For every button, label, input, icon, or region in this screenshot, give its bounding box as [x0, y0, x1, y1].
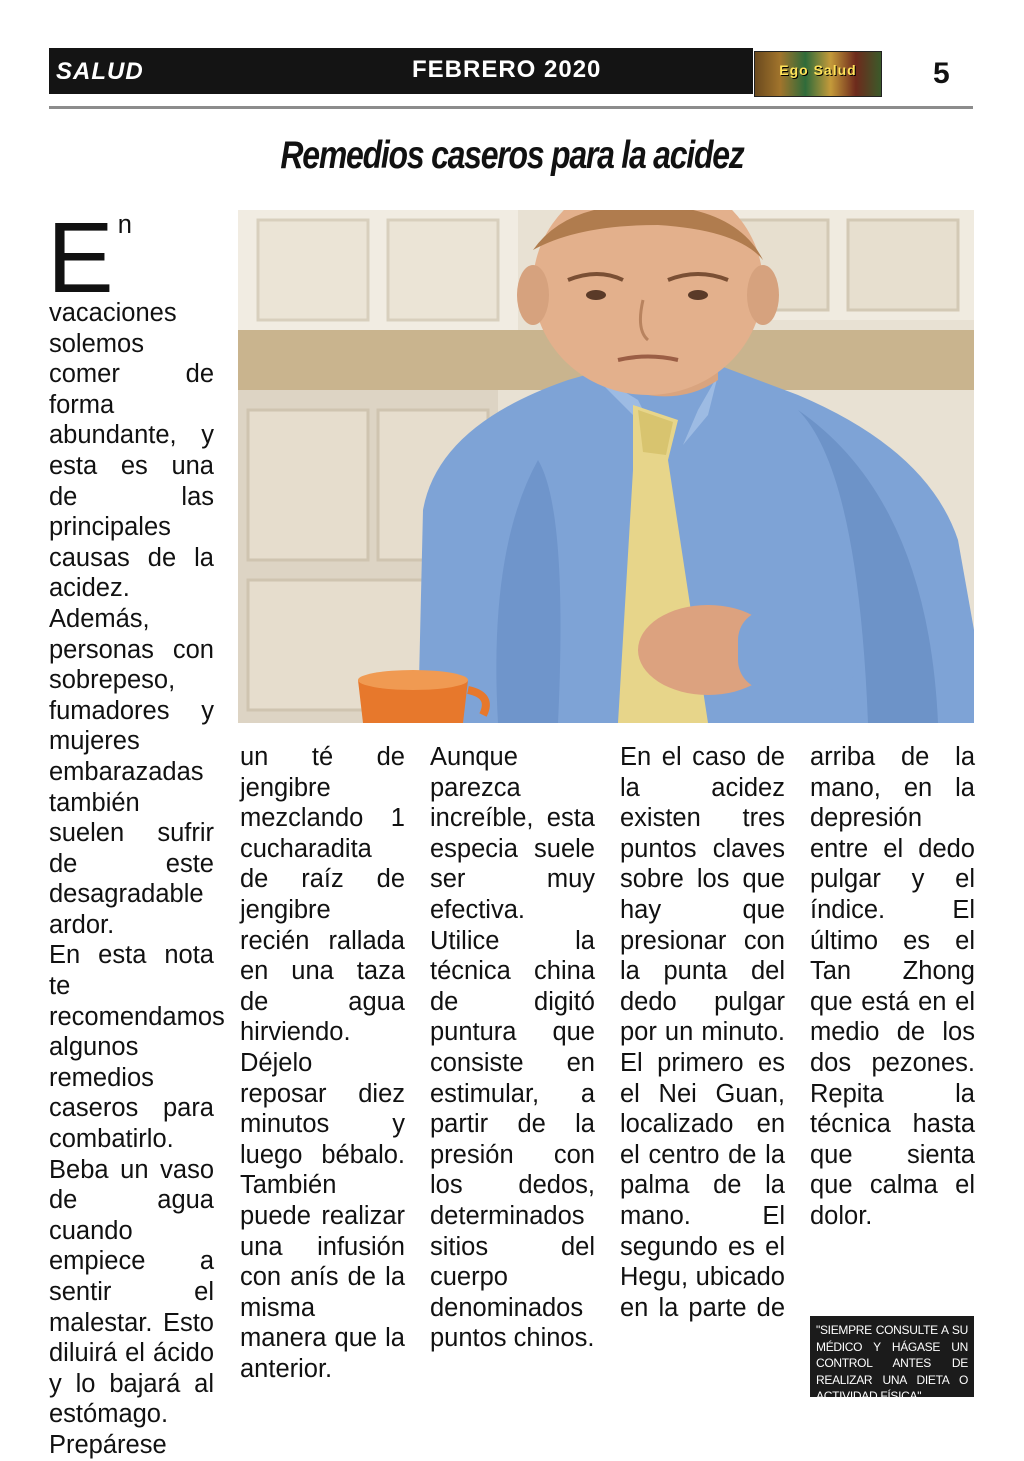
article-paragraph: Aunque parezca increíble, esta especia suele ser muy efectiva.	[430, 743, 595, 924]
drop-cap: E	[47, 202, 114, 314]
article-paragraph: un té de jengibre mezclando 1 cucharadita de raíz de jengibre recién rallada en una taza de agua hirviendo. Déjelo reposar diez minutos y luego bébalo. También puede realizar una infusión con anís de la misma manera que la anterior.	[240, 743, 405, 1383]
article-column-2	[240, 742, 405, 1384]
article-column-4	[620, 742, 785, 1323]
logo-text: Ego Salud	[779, 62, 857, 78]
article-column-3	[430, 742, 595, 1354]
section-label: SALUD	[56, 58, 144, 85]
article-column-5	[810, 742, 975, 1232]
article-paragraph: En el caso de la acidez existen tres puntos claves sobre los que hay que presionar con la punta del dedo pulgar por un minuto. El primero es el Nei Guan, localizado en el centro de la palma de la mano. El segundo es el Hegu, ubicado en la parte de	[620, 743, 785, 1322]
article-paragraph: En esta nota te recomendamos algunos remedios caseros para combatirlo. Beba un vaso de agua cuando empiece a sentir el malestar. Esto diluirá el ácido y lo bajará al estómago.	[49, 941, 225, 1429]
article-paragraph: Prepárese	[49, 1430, 167, 1459]
article-paragraph: Además, personas con sobrepeso, fumadores y mujeres embarazadas también suelen sufrir de este desagradable ardor.	[49, 604, 214, 939]
article-column-1	[47, 202, 225, 1461]
article-title: Remedios caseros para la acidez	[280, 134, 744, 177]
header-rule	[49, 106, 973, 109]
health-disclaimer-box: "SIEMPRE CONSULTE A SU MÉDICO Y HÁGASE UN CONTROL ANTES DE REALIZAR UNA DIETA O ACTIVIDAD FÍSICA"	[810, 1316, 974, 1397]
article-paragraph: arriba de la mano, en la depresión entre el dedo pulgar y el índice. El último es el Tan Zhong que está en el medio de los dos pezones. Repita la técnica hasta que sienta que calma el dolor.	[810, 743, 975, 1230]
publication-logo	[754, 51, 882, 97]
article-photo	[238, 210, 974, 723]
issue-date: FEBRERO 2020	[412, 56, 602, 83]
article-paragraph: Utilice la técnica china de digitó puntura que consiste en estimular, a partir de la presión con los dedos, determinados sitios del cuerpo denominados puntos chinos.	[430, 926, 595, 1353]
header-bar	[49, 48, 753, 94]
page-number: 5	[933, 57, 950, 90]
article-paragraph: n vacaciones solemos comer de forma abundante, y esta es una de las principales causas de la acidez.	[49, 211, 214, 603]
